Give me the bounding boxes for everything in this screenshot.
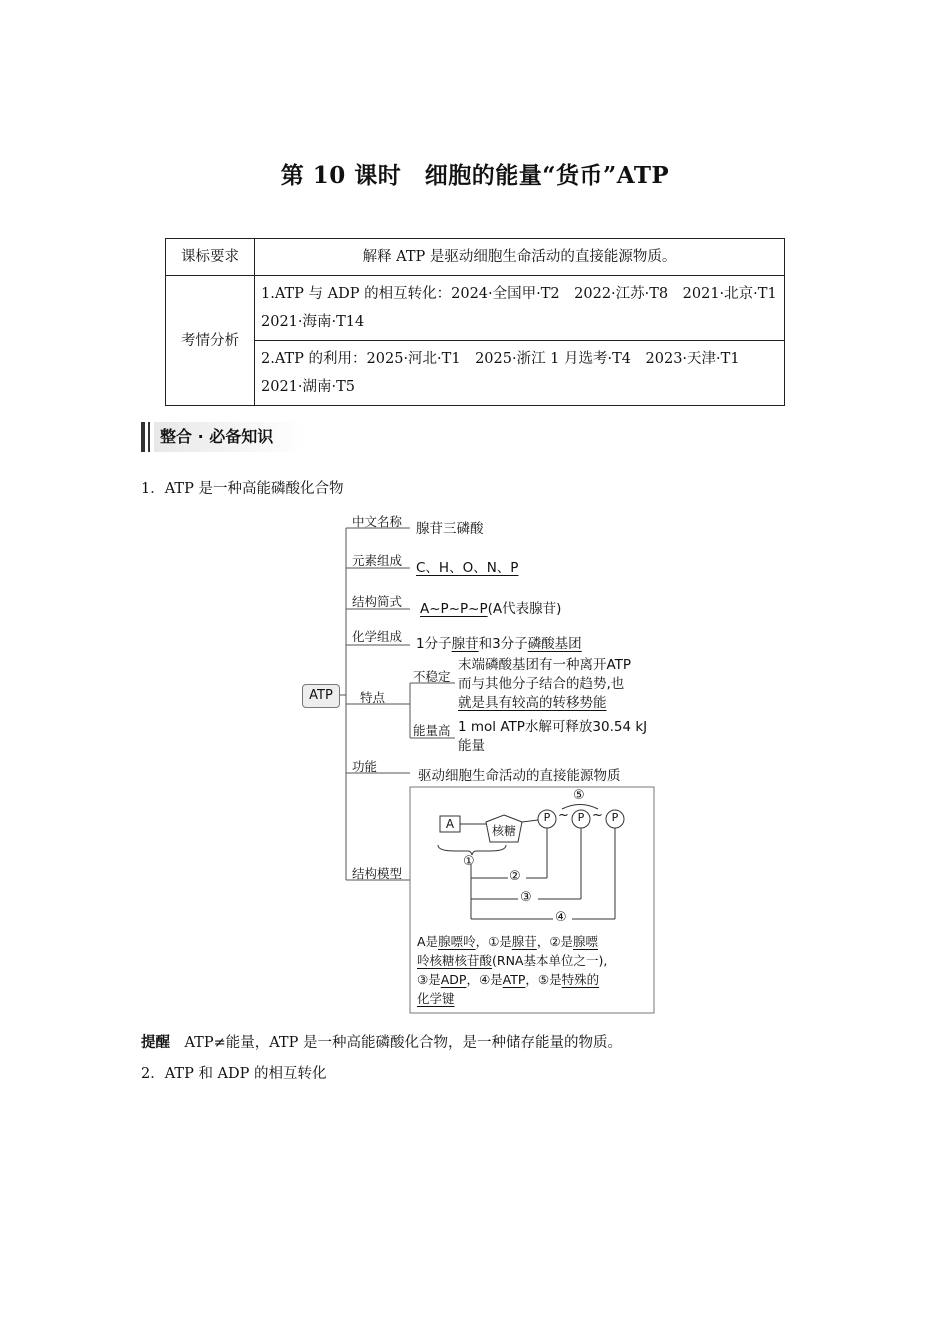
label-1: ① [463,854,475,869]
desc-text: ③是 [417,972,441,987]
phosphate-2: P [577,811,585,824]
desc-text: ，②是 [536,934,574,949]
elements-label: 元素组成 [352,553,403,568]
composition-underlined: 腺苷 [451,636,479,652]
desc-underlined: 腺苷 [511,934,537,949]
composition-value [416,632,582,652]
tip [141,1031,622,1052]
section-title: 整合 · 必备知识 [154,422,305,452]
formula-label: 结构简式 [352,594,403,609]
desc-text: ，①是 [475,934,512,949]
desc-underlined: 腺嘌呤 [438,934,476,949]
function-label: 功能 [352,759,378,774]
label-5: ⑤ [573,788,585,803]
energy-line: 能量 [458,738,485,754]
elements-value: C、H、O、N、P [416,560,519,576]
mindmap-root: ATP [302,684,340,708]
desc-underlined: 呤核糖核苷酸 [417,953,493,968]
formula-text: A~P~P~P [420,601,488,617]
point-1: 1．ATP 是一种高能磷酸化合物 [141,481,344,497]
bond-tilde: ~ [558,808,569,823]
table-cell: 解释 ATP 是驱动细胞生命活动的直接能源物质。 [255,239,785,276]
table-header-cell: 考情分析 [166,276,255,406]
table-cell: 2.ATP 的利用：2025·河北·T1 2025·浙江 1 月选考·T4 2023·天津·T1 2021·湖南·T5 [255,341,785,406]
desc-text: (RNA基本单位之一), [492,953,608,968]
desc-underlined: 化学键 [417,991,455,1006]
desc-text: ，④是 [466,972,503,987]
energy-line: 1 mol ATP水解可释放30.54 kJ [458,719,648,735]
desc-text: ，⑤是 [525,972,562,987]
model-desc-line [417,989,653,1008]
tip-text: ATP≠能量，ATP 是一种高能磷酸化合物，是一种储存能量的物质。 [184,1035,622,1051]
model-desc-line [417,951,653,970]
desc-text: A是 [417,934,439,949]
composition-text: 1分子 [416,636,452,652]
chinese-name-value: 腺苷三磷酸 [416,521,484,537]
model-desc-line [417,970,653,989]
label-3: ③ [520,890,532,905]
desc-underlined: ATP [502,972,526,987]
label-2: ② [509,869,521,884]
energy-label: 能量高 [413,723,451,738]
energy-text [458,718,647,756]
formula-note: (A代表腺苷) [487,601,562,617]
ribose-label: 核糖 [491,824,516,838]
unstable-line: 而与其他分子结合的趋势,也 [458,676,625,692]
formula-value [420,597,561,617]
table-cell: 1.ATP 与 ADP 的相互转化：2024·全国甲·T2 2022·江苏·T8 2021·北京·T1 2021·海南·T14 [255,276,785,341]
composition-label: 化学组成 [352,629,403,644]
bond-tilde: ~ [592,808,603,823]
unstable-line: 末端磷酸基团有一种离开ATP [458,657,632,673]
model-desc-line [417,932,653,951]
unstable-label: 不稳定 [413,669,451,684]
composition-underlined: 磷酸基团 [527,636,582,652]
desc-underlined: 腺嘌 [573,934,599,949]
function-value: 驱动细胞生命活动的直接能源物质 [418,768,621,784]
composition-text: 和3分子 [478,636,528,652]
phosphate-1: P [543,811,551,824]
feature-label: 特点 [360,690,386,705]
chinese-name-label: 中文名称 [352,514,403,529]
desc-underlined: ADP [440,972,467,987]
unstable-text [458,656,631,713]
adenine-box: A [445,817,455,831]
phosphate-3: P [611,811,619,824]
label-4: ④ [555,910,567,925]
page-title: 第 10 课时 细胞的能量“货币”ATP [280,162,670,189]
desc-underlined: 特殊的 [561,972,600,987]
unstable-line: 就是具有较高的转移势能 [458,695,607,711]
model-label: 结构模型 [352,866,403,881]
point-2: 2．ATP 和 ADP 的相互转化 [141,1066,327,1082]
tip-label: 提醒 [141,1035,170,1051]
table-header-cell: 课标要求 [166,239,255,276]
model-description [417,932,653,1008]
